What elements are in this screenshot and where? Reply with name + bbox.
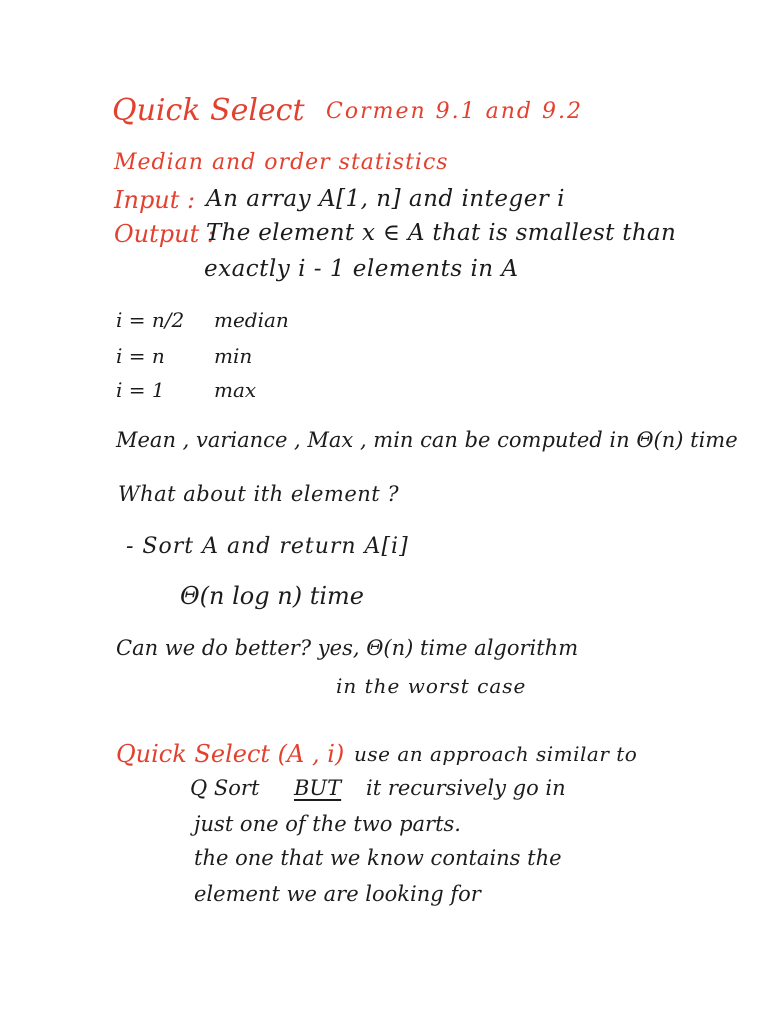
title-label: Quick Select — [112, 93, 305, 128]
quickselect-line2-pre: Q Sort — [190, 776, 260, 800]
approach-line1: - Sort A and return A[i] — [126, 534, 409, 559]
case-max-meaning: max — [214, 378, 257, 402]
better-line2: in the worst case — [336, 674, 527, 698]
quickselect-line1: use an approach similar to — [354, 742, 638, 766]
case-max-expr: i = 1 — [116, 378, 165, 402]
quickselect-label: Quick Select (A , i) — [116, 740, 345, 768]
case-median-meaning: median — [214, 308, 289, 332]
mean-variance-line: Mean , variance , Max , min can be computed in Θ(n) time — [116, 428, 738, 452]
approach-line2: Θ(n log n) time — [180, 582, 364, 610]
case-min-meaning: min — [214, 344, 253, 368]
output-text-line1: The element x ∈ A that is smallest than — [206, 220, 677, 246]
output-text-line2: exactly i - 1 elements in A — [204, 256, 519, 282]
title-reference: Cormen 9.1 and 9.2 — [326, 99, 583, 124]
quickselect-line4: the one that we know contains the — [194, 846, 562, 870]
subtitle: Median and order statistics — [114, 150, 449, 175]
quickselect-line2-emph: BUT — [294, 776, 342, 800]
case-median-expr: i = n/2 — [116, 308, 185, 332]
case-min-expr: i = n — [116, 344, 165, 368]
output-label: Output : — [114, 220, 215, 248]
input-label: Input : — [114, 186, 196, 214]
question-line: What about ith element ? — [118, 482, 400, 506]
input-text: An array A[1, n] and integer i — [206, 186, 565, 212]
quickselect-line5: element we are looking for — [194, 882, 481, 906]
quickselect-line3: just one of the two parts. — [194, 812, 461, 836]
quickselect-line2-post: it recursively go in — [366, 776, 566, 800]
better-line1: Can we do better? yes, Θ(n) time algorithm — [116, 636, 579, 660]
